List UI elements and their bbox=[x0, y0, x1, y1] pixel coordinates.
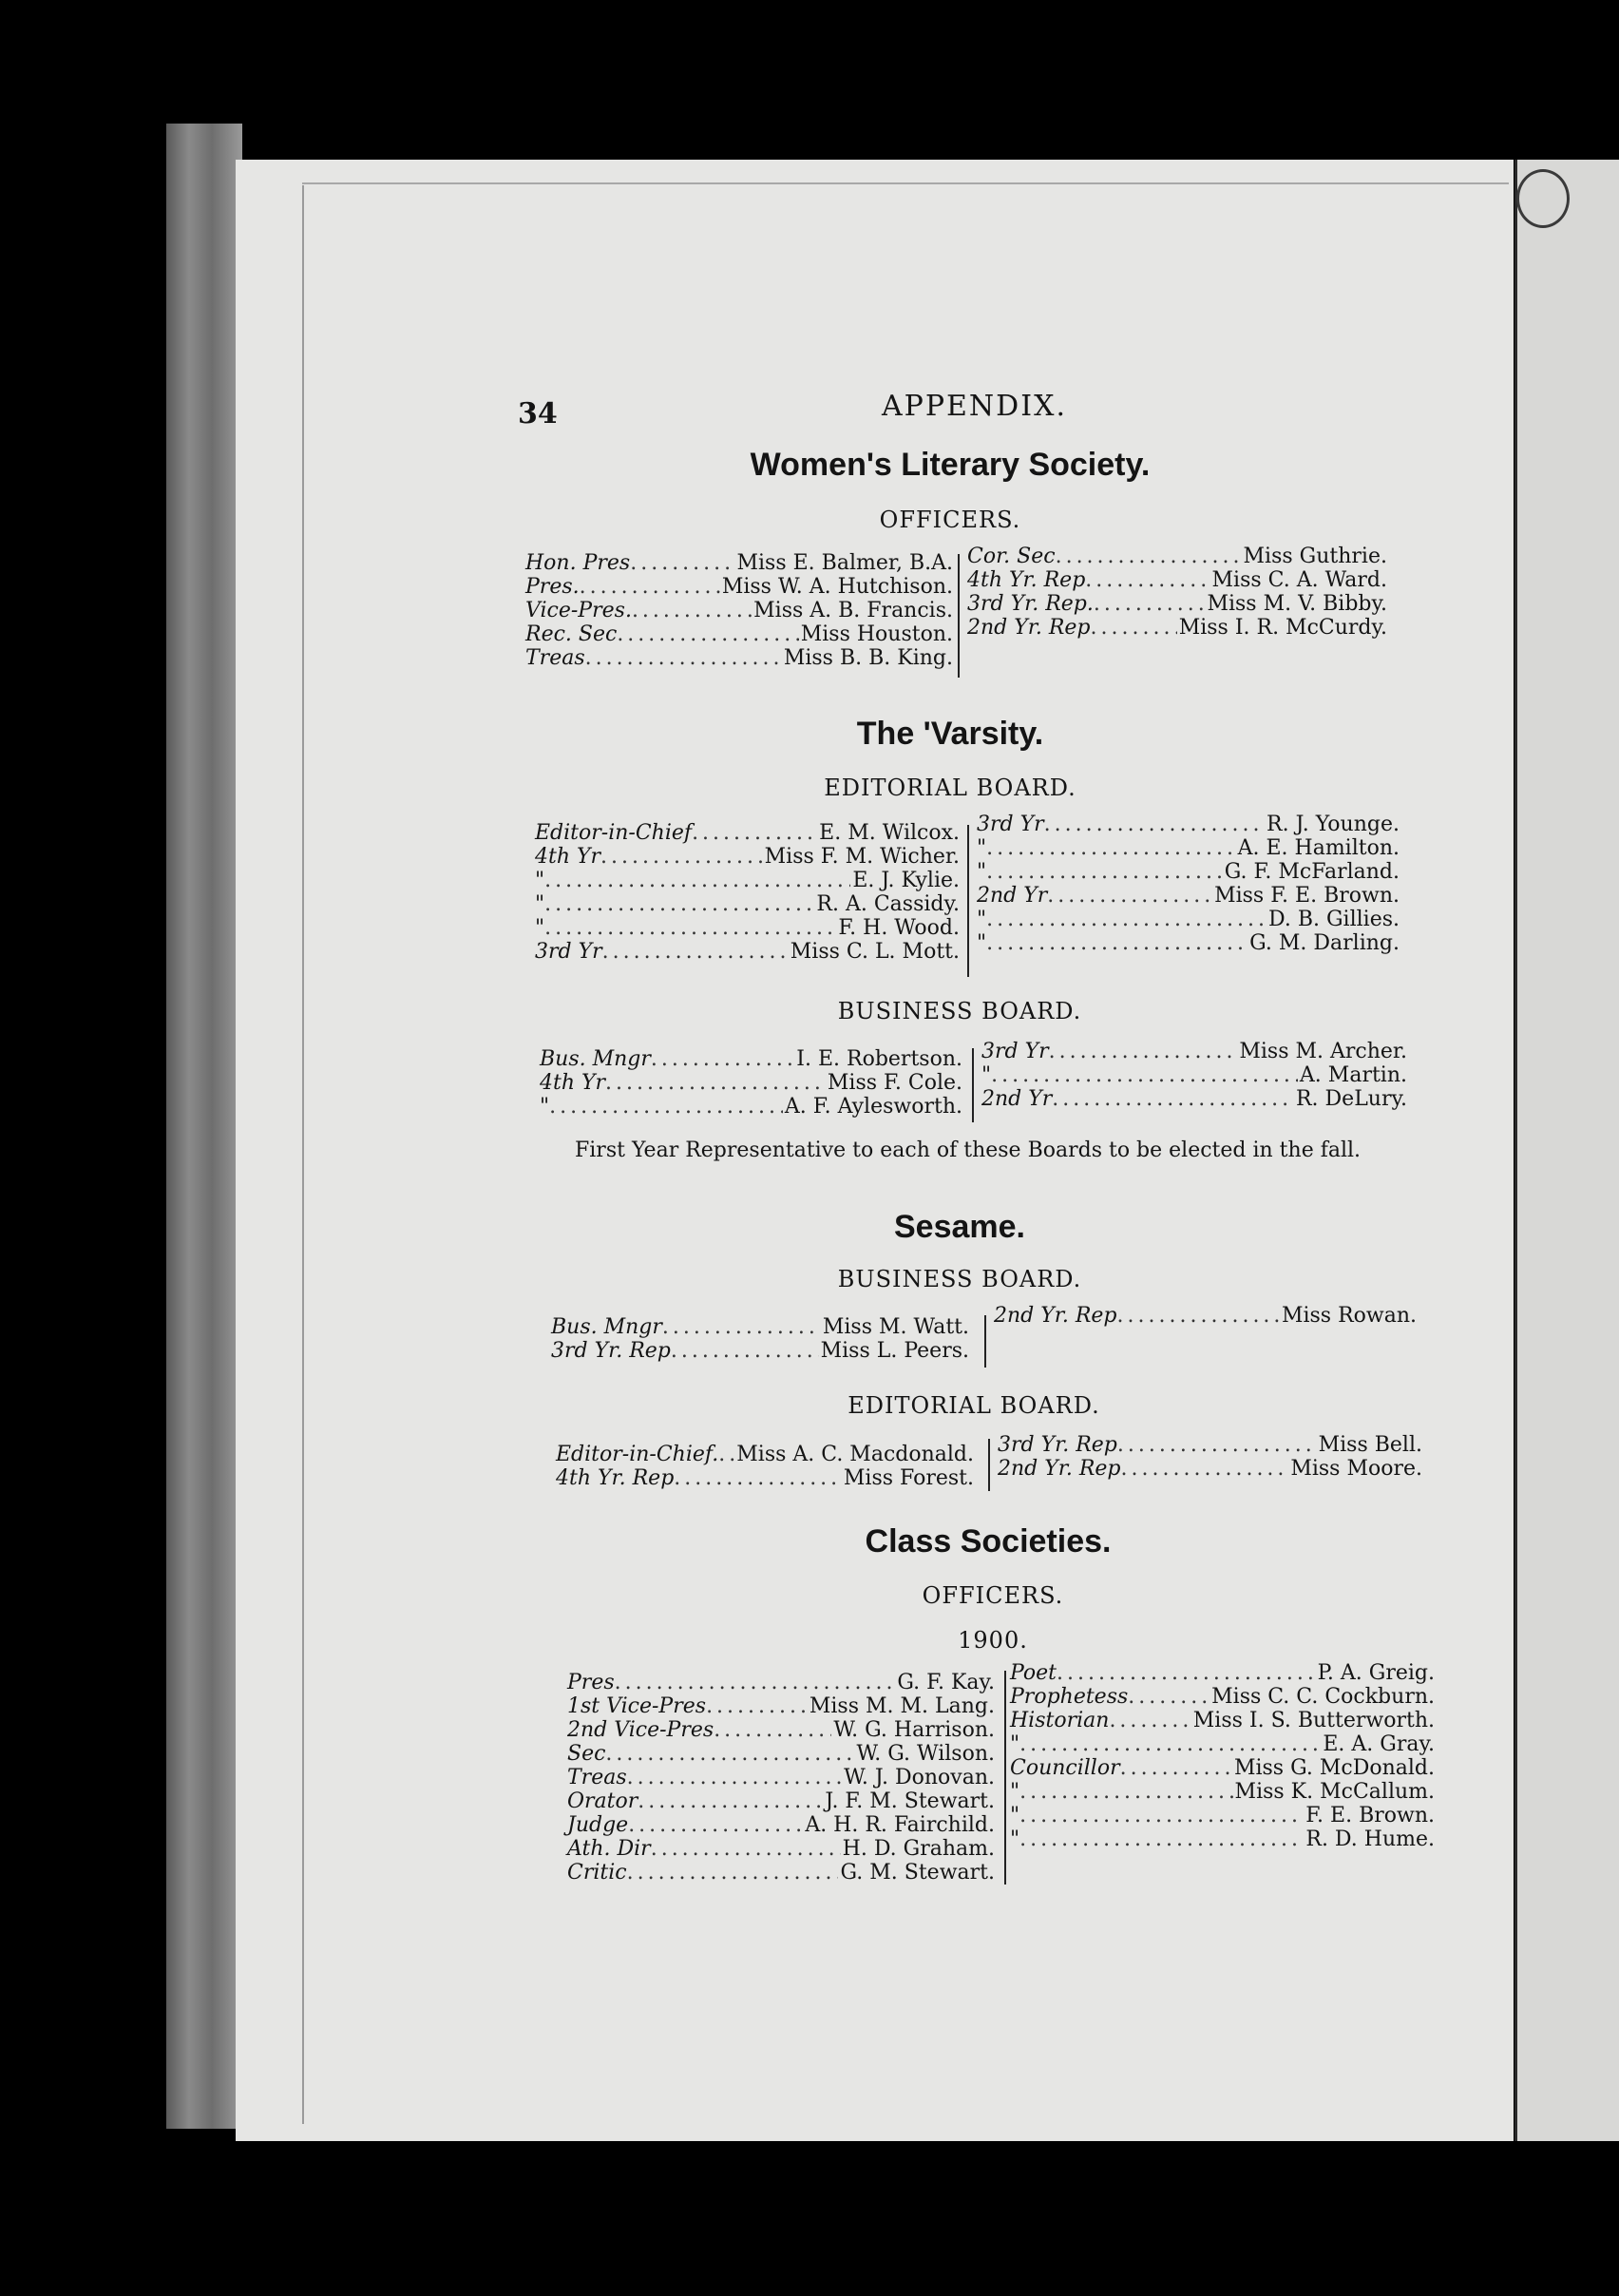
officer-row bbox=[556, 1443, 974, 1466]
leader-dots bbox=[605, 1742, 854, 1766]
officer-row bbox=[998, 1457, 1422, 1481]
leader-dots bbox=[627, 1861, 839, 1885]
leader-dots bbox=[605, 1071, 826, 1095]
officer-role: Poet bbox=[1010, 1661, 1057, 1685]
officer-row bbox=[525, 599, 953, 622]
leader-dots bbox=[1117, 1433, 1317, 1457]
officer-role: " bbox=[1010, 1780, 1020, 1804]
leader-dots bbox=[706, 1694, 808, 1718]
section-title-sesame: Sesame. bbox=[894, 1209, 1025, 1245]
section-subtitle-officers: OFFICERS. bbox=[922, 1582, 1064, 1609]
officer-row bbox=[981, 1087, 1407, 1111]
officer-name: F. E. Brown. bbox=[1305, 1804, 1435, 1827]
officer-name: A. Martin. bbox=[1299, 1063, 1407, 1087]
leader-dots bbox=[1019, 1732, 1321, 1756]
officer-role: 2nd Vice-Pres bbox=[567, 1718, 714, 1742]
officer-name: G. M. Darling. bbox=[1249, 931, 1400, 955]
leader-dots bbox=[1128, 1685, 1209, 1709]
leader-dots bbox=[1094, 592, 1206, 616]
section-title-womens-literary: Women's Literary Society. bbox=[750, 447, 1151, 483]
officer-row bbox=[535, 845, 960, 869]
officer-row bbox=[567, 1671, 995, 1694]
leader-dots bbox=[1019, 1780, 1232, 1804]
officer-row bbox=[1010, 1661, 1435, 1685]
officer-row bbox=[1010, 1804, 1435, 1827]
officer-row bbox=[525, 575, 953, 599]
officer-row bbox=[977, 860, 1400, 884]
officer-role: 2nd Yr. Rep bbox=[994, 1304, 1117, 1328]
officer-row bbox=[567, 1766, 995, 1789]
officer-row bbox=[981, 1063, 1407, 1087]
officer-role: 4th Yr. Rep bbox=[556, 1466, 675, 1490]
officer-row bbox=[535, 821, 960, 845]
officer-role: 4th Yr bbox=[535, 845, 601, 869]
officer-role: " bbox=[1010, 1827, 1020, 1851]
officer-row bbox=[567, 1718, 995, 1742]
section-title-class-societies: Class Societies. bbox=[865, 1523, 1112, 1559]
officer-role: " bbox=[535, 869, 545, 892]
officer-name: R. DeLury. bbox=[1295, 1087, 1407, 1111]
leader-dots bbox=[1044, 813, 1265, 836]
officer-role: Sec bbox=[567, 1742, 606, 1766]
officer-role: Hon. Pres bbox=[525, 551, 631, 575]
officer-row bbox=[967, 545, 1387, 568]
leader-dots bbox=[986, 931, 1248, 955]
officer-role: 3rd Yr bbox=[981, 1040, 1049, 1063]
officer-role: 3rd Yr. Rep bbox=[551, 1339, 671, 1363]
officer-row bbox=[977, 908, 1400, 931]
officer-row bbox=[967, 616, 1387, 640]
officer-name: Miss C. L. Mott. bbox=[790, 940, 960, 964]
running-head: APPENDIX. bbox=[882, 390, 1067, 423]
officer-row bbox=[967, 592, 1387, 616]
section-subtitle-editorial-board: EDITORIAL BOARD. bbox=[848, 1392, 1100, 1419]
officer-row bbox=[525, 646, 953, 670]
leader-dots bbox=[638, 1789, 823, 1813]
officer-name: Miss C. A. Ward. bbox=[1211, 568, 1387, 592]
officer-name: H. D. Graham. bbox=[842, 1837, 995, 1861]
officer-name: F. H. Wood. bbox=[838, 916, 960, 940]
officer-name: Miss F. M. Wicher. bbox=[764, 845, 960, 869]
officer-name: Miss B. B. King. bbox=[783, 646, 953, 670]
officer-row bbox=[525, 622, 953, 646]
leader-dots bbox=[662, 1315, 821, 1339]
officer-row bbox=[567, 1789, 995, 1813]
officer-name: E. J. Kylie. bbox=[852, 869, 960, 892]
officer-row bbox=[551, 1315, 969, 1339]
leader-dots bbox=[544, 916, 836, 940]
leader-dots bbox=[1085, 568, 1209, 592]
officer-name: Miss K. McCallum. bbox=[1234, 1780, 1435, 1804]
officer-row bbox=[977, 836, 1400, 860]
leader-dots bbox=[1047, 884, 1212, 908]
officer-name: Miss M. V. Bibby. bbox=[1207, 592, 1387, 616]
officer-row bbox=[535, 940, 960, 964]
leader-dots bbox=[628, 1813, 803, 1837]
section-subtitle-officers: OFFICERS. bbox=[879, 507, 1021, 533]
officer-name: Miss I. S. Butterworth. bbox=[1192, 1709, 1435, 1732]
leader-dots bbox=[1052, 1087, 1294, 1111]
officer-row bbox=[1010, 1756, 1435, 1780]
officer-role: Treas bbox=[525, 646, 585, 670]
officer-row bbox=[1010, 1732, 1435, 1756]
leader-dots bbox=[671, 1339, 819, 1363]
officer-name: W. G. Harrison. bbox=[833, 1718, 995, 1742]
officer-role: Rec. Sec bbox=[525, 622, 618, 646]
leader-dots bbox=[986, 908, 1267, 931]
officer-role: " bbox=[1010, 1732, 1020, 1756]
officer-name: Miss Bell. bbox=[1318, 1433, 1422, 1457]
leader-dots bbox=[718, 1443, 734, 1466]
officer-role: 3rd Yr. Rep. bbox=[967, 592, 1094, 616]
officer-row bbox=[540, 1095, 962, 1119]
column-divider bbox=[967, 825, 969, 977]
officer-name: W. G. Wilson. bbox=[856, 1742, 995, 1766]
leader-dots bbox=[627, 1766, 843, 1789]
officer-name: Miss M. Watt. bbox=[822, 1315, 969, 1339]
officer-role: Orator bbox=[567, 1789, 638, 1813]
leader-dots bbox=[617, 622, 798, 646]
officer-name: G. F. Kay. bbox=[897, 1671, 995, 1694]
officer-row bbox=[981, 1040, 1407, 1063]
leader-dots bbox=[651, 1837, 841, 1861]
officer-name: Miss A. C. Macdonald. bbox=[736, 1443, 974, 1466]
officer-role: Councillor bbox=[1010, 1756, 1120, 1780]
officer-role: Treas bbox=[567, 1766, 627, 1789]
board-election-note: First Year Representative to each of these Boards to be elected in the fall. bbox=[575, 1138, 1362, 1162]
leader-dots bbox=[600, 845, 763, 869]
officer-role: Pres. bbox=[525, 575, 580, 599]
column-divider bbox=[984, 1315, 986, 1368]
officer-name: R. A. Cassidy. bbox=[816, 892, 960, 916]
leader-dots bbox=[1057, 1661, 1316, 1685]
officer-role: 4th Yr. Rep bbox=[967, 568, 1086, 592]
officer-name: W. J. Donovan. bbox=[844, 1766, 995, 1789]
officer-role: " bbox=[535, 916, 545, 940]
leader-dots bbox=[714, 1718, 831, 1742]
leader-dots bbox=[1109, 1709, 1190, 1732]
leader-dots bbox=[1049, 1040, 1238, 1063]
officer-row bbox=[535, 892, 960, 916]
officer-role: 1st Vice-Pres bbox=[567, 1694, 707, 1718]
officer-role: " bbox=[540, 1095, 550, 1119]
leader-dots bbox=[986, 860, 1223, 884]
class-year: 1900. bbox=[958, 1627, 1028, 1654]
leader-dots bbox=[585, 646, 782, 670]
officer-role: " bbox=[977, 860, 987, 884]
leader-dots bbox=[986, 836, 1235, 860]
officer-role: Ath. Dir bbox=[567, 1837, 651, 1861]
officer-role: " bbox=[1010, 1804, 1020, 1827]
officer-role: " bbox=[977, 908, 987, 931]
officer-name: A. H. R. Fairchild. bbox=[805, 1813, 995, 1837]
officer-row bbox=[1010, 1685, 1435, 1709]
officer-name: A. E. Hamilton. bbox=[1237, 836, 1400, 860]
officer-name: A. F. Aylesworth. bbox=[784, 1095, 962, 1119]
section-subtitle-business-board: BUSINESS BOARD. bbox=[837, 1266, 1082, 1292]
officer-name: D. B. Gillies. bbox=[1267, 908, 1400, 931]
officer-row bbox=[556, 1466, 974, 1490]
officer-role: Bus. Mngr bbox=[540, 1047, 651, 1071]
leader-dots bbox=[580, 575, 720, 599]
officer-name: Miss E. Balmer, B.A. bbox=[736, 551, 953, 575]
officer-name: Miss C. C. Cockburn. bbox=[1211, 1685, 1435, 1709]
leader-dots bbox=[1019, 1804, 1304, 1827]
officer-role: Editor-in-Chief. bbox=[556, 1443, 719, 1466]
officer-role: 3rd Yr. Rep bbox=[998, 1433, 1117, 1457]
leader-dots bbox=[615, 1671, 896, 1694]
officer-row bbox=[977, 813, 1400, 836]
officer-role: 3rd Yr bbox=[977, 813, 1044, 836]
officer-row bbox=[1010, 1709, 1435, 1732]
officer-name: Miss A. B. Francis. bbox=[753, 599, 953, 622]
section-title-varsity: The 'Varsity. bbox=[856, 716, 1044, 752]
officer-name: Miss Guthrie. bbox=[1243, 545, 1387, 568]
officer-role: Judge bbox=[567, 1813, 629, 1837]
officer-name: I. E. Robertson. bbox=[796, 1047, 962, 1071]
officer-name: R. D. Hume. bbox=[1305, 1827, 1435, 1851]
column-divider bbox=[958, 554, 960, 678]
officer-role: " bbox=[535, 892, 545, 916]
leader-dots bbox=[1019, 1827, 1304, 1851]
officer-role: Pres bbox=[567, 1671, 615, 1694]
leader-dots bbox=[692, 821, 817, 845]
officer-row bbox=[525, 551, 953, 575]
officer-role: 2nd Yr. Rep bbox=[998, 1457, 1121, 1481]
officer-role: 3rd Yr bbox=[535, 940, 602, 964]
leader-dots bbox=[544, 869, 850, 892]
officer-row bbox=[540, 1047, 962, 1071]
officer-role: Editor-in-Chief bbox=[535, 821, 693, 845]
officer-row bbox=[994, 1304, 1417, 1328]
leader-dots bbox=[1117, 1304, 1280, 1328]
officer-role: 2nd Yr. Rep bbox=[967, 616, 1091, 640]
section-subtitle-business-board: BUSINESS BOARD. bbox=[837, 998, 1082, 1024]
officer-name: E. M. Wilcox. bbox=[819, 821, 960, 845]
officer-name: Miss M. M. Lang. bbox=[809, 1694, 995, 1718]
officer-name: Miss Rowan. bbox=[1281, 1304, 1417, 1328]
column-divider bbox=[988, 1439, 990, 1491]
officer-row bbox=[977, 931, 1400, 955]
officer-role: " bbox=[977, 836, 987, 860]
officer-row bbox=[567, 1813, 995, 1837]
officer-name: J. F. M. Stewart. bbox=[825, 1789, 995, 1813]
leader-dots bbox=[1121, 1457, 1289, 1481]
officer-name: Miss M. Archer. bbox=[1239, 1040, 1407, 1063]
officer-role: Bus. Mngr bbox=[551, 1315, 662, 1339]
leader-dots bbox=[549, 1095, 783, 1119]
officer-row bbox=[567, 1694, 995, 1718]
officer-name: Miss F. Cole. bbox=[827, 1071, 962, 1095]
officer-name: Miss Moore. bbox=[1290, 1457, 1422, 1481]
officer-name: Miss F. E. Brown. bbox=[1214, 884, 1400, 908]
officer-row bbox=[540, 1071, 962, 1095]
officer-row bbox=[535, 869, 960, 892]
officer-row bbox=[998, 1433, 1422, 1457]
leader-dots bbox=[544, 892, 814, 916]
officer-row bbox=[1010, 1827, 1435, 1851]
officer-row bbox=[535, 916, 960, 940]
leader-dots bbox=[991, 1063, 1298, 1087]
column-divider bbox=[972, 1048, 974, 1122]
leader-dots bbox=[630, 551, 734, 575]
officer-row bbox=[977, 884, 1400, 908]
officer-name: Miss Houston. bbox=[800, 622, 953, 646]
officer-name: Miss W. A. Hutchison. bbox=[721, 575, 953, 599]
officer-role: 2nd Yr bbox=[981, 1087, 1053, 1111]
page-number: 34 bbox=[518, 397, 558, 430]
officer-name: Miss L. Peers. bbox=[820, 1339, 969, 1363]
officer-name: G. M. Stewart. bbox=[840, 1861, 995, 1885]
officer-row bbox=[1010, 1780, 1435, 1804]
leader-dots bbox=[674, 1466, 842, 1490]
column-divider bbox=[1004, 1671, 1006, 1885]
officer-name: P. A. Greig. bbox=[1317, 1661, 1435, 1685]
officer-name: Miss I. R. McCurdy. bbox=[1178, 616, 1387, 640]
leader-dots bbox=[1056, 545, 1242, 568]
leader-dots bbox=[651, 1047, 794, 1071]
officer-row bbox=[551, 1339, 969, 1363]
officer-role: Critic bbox=[567, 1861, 627, 1885]
officer-row bbox=[567, 1861, 995, 1885]
officer-role: " bbox=[981, 1063, 992, 1087]
officer-row bbox=[567, 1742, 995, 1766]
officer-role: Prophetess bbox=[1010, 1685, 1129, 1709]
officer-role: Cor. Sec bbox=[967, 545, 1056, 568]
officer-role: " bbox=[977, 931, 987, 955]
leader-dots bbox=[602, 940, 789, 964]
officer-role: Historian bbox=[1010, 1709, 1110, 1732]
section-subtitle-editorial-board: EDITORIAL BOARD. bbox=[824, 775, 1076, 801]
officer-name: Miss Forest. bbox=[843, 1466, 974, 1490]
officer-row bbox=[967, 568, 1387, 592]
leader-dots bbox=[1120, 1756, 1232, 1780]
officer-name: Miss G. McDonald. bbox=[1233, 1756, 1435, 1780]
officer-row bbox=[567, 1837, 995, 1861]
leader-dots bbox=[1091, 616, 1177, 640]
officer-role: Vice-Pres. bbox=[525, 599, 632, 622]
officer-name: R. J. Younge. bbox=[1267, 813, 1400, 836]
officer-role: 2nd Yr bbox=[977, 884, 1048, 908]
leader-dots bbox=[632, 599, 752, 622]
officer-name: G. F. McFarland. bbox=[1224, 860, 1400, 884]
officer-role: 4th Yr bbox=[540, 1071, 606, 1095]
officer-name: E. A. Gray. bbox=[1323, 1732, 1435, 1756]
